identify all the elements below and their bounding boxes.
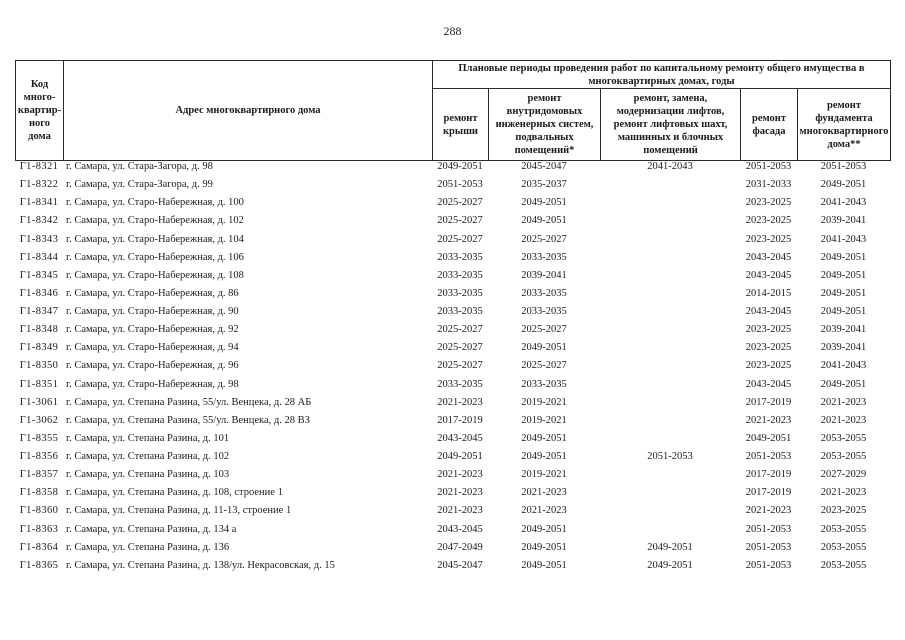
cell-foundation: 2049-2051	[820, 306, 867, 317]
cell-code: Г1-8343	[19, 233, 59, 245]
cell-facade: 2023-2025	[745, 342, 792, 354]
cell-lifts: 2049-2051	[647, 541, 693, 553]
cell-engineering: 2049-2051	[521, 342, 567, 354]
cell-lifts: 2049-2051	[647, 559, 693, 571]
cell-address: г. Самара, ул. Степана Разина, д. 102	[66, 451, 230, 462]
header-lift-repair	[600, 88, 741, 161]
table-row	[0, 394, 905, 412]
cell-address: г. Самара, ул. Старо-Набережная, д. 100	[66, 197, 244, 209]
header-line: внутридомовых	[506, 106, 583, 117]
table-row	[0, 502, 905, 520]
cell-code: Г1-8357	[19, 469, 59, 481]
cell-facade: 2043-2045	[745, 269, 792, 281]
cell-engineering: 2021-2023	[521, 487, 567, 499]
cell-facade: 2023-2025	[745, 233, 792, 245]
cell-foundation: 2039-2041	[820, 215, 867, 227]
cell-address: г. Самара, ул. Стара-Загора, д. 99	[66, 179, 213, 191]
cell-roof: 2045-2047	[437, 559, 483, 571]
cell-foundation: 2041-2043	[820, 360, 867, 372]
cell-code: Г1-8344	[19, 251, 59, 263]
header-line: многоквартирных домах, годы	[588, 75, 735, 87]
cell-facade: 2023-2025	[745, 324, 792, 336]
cell-foundation: 2053-2055	[820, 432, 867, 444]
table-row	[0, 158, 905, 176]
header-line: Плановые периоды проведения работ по капитальному ремонту общего имущества в	[458, 62, 865, 74]
cell-foundation: 2053-2055	[820, 523, 867, 535]
cell-roof: 2025-2027	[437, 324, 483, 336]
table-row	[0, 539, 905, 557]
header-line: ремонт лифтовых шахт,	[613, 119, 728, 130]
header-line: Код	[30, 79, 49, 90]
header-line: ремонт	[752, 112, 786, 124]
table-row	[0, 430, 905, 448]
cell-address: г. Самара, ул. Старо-Набережная, д. 94	[66, 342, 239, 354]
cell-engineering: 2049-2051	[521, 197, 567, 209]
cell-facade: 2023-2025	[745, 215, 792, 227]
page-number: 288	[443, 24, 462, 38]
header-line: дома	[28, 131, 51, 142]
cell-address: г. Самара, ул. Степана Разина, д. 101	[66, 432, 230, 444]
cell-facade: 2049-2051	[745, 432, 792, 444]
header-foundation-repair	[797, 88, 891, 161]
header-line: помещений*	[514, 145, 575, 156]
cell-facade: 2023-2025	[745, 197, 792, 209]
header-line: ного	[28, 118, 51, 129]
cell-foundation: 2049-2051	[820, 179, 867, 191]
cell-roof: 2047-2049	[437, 541, 483, 553]
header-line: подвальных	[515, 132, 574, 143]
cell-address: г. Самара, ул. Старо-Набережная, д. 106	[66, 251, 244, 263]
cell-foundation: 2051-2053	[820, 161, 867, 172]
cell-address: г. Самара, ул. Степана Разина, 55/ул. Венцека, д. 28 АБ	[66, 396, 312, 408]
cell-code: Г1-3061	[19, 396, 59, 408]
cell-facade: 2051-2053	[745, 523, 792, 535]
cell-code: Г1-8350	[19, 360, 59, 372]
cell-roof: 2049-2051	[437, 451, 483, 462]
header-line: Адрес многоквартирного дома	[175, 105, 321, 116]
cell-roof: 2043-2045	[437, 432, 483, 444]
cell-code: Г1-8346	[19, 287, 59, 299]
cell-facade: 2017-2019	[745, 469, 792, 481]
table-row	[0, 339, 905, 357]
cell-engineering: 2039-2041	[521, 269, 567, 281]
cell-facade: 2021-2023	[745, 414, 792, 426]
cell-address: г. Самара, ул. Старо-Набережная, д. 90	[66, 306, 239, 317]
header-line: модернизации лифтов,	[616, 106, 725, 117]
cell-lifts: 2051-2053	[647, 451, 693, 462]
table-row	[0, 321, 905, 339]
cell-engineering: 2021-2023	[521, 505, 567, 517]
header-roof-repair	[432, 88, 489, 161]
cell-address: г. Самара, ул. Степана Разина, д. 138/ул. Некрасовская, д. 15	[66, 559, 335, 571]
cell-roof: 2021-2023	[437, 469, 483, 481]
cell-roof: 2025-2027	[437, 360, 483, 372]
cell-roof: 2043-2045	[437, 523, 483, 535]
table-row	[0, 466, 905, 484]
cell-engineering: 2049-2051	[521, 559, 567, 571]
cell-roof: 2025-2027	[437, 342, 483, 354]
cell-foundation: 2053-2055	[820, 541, 867, 553]
cell-foundation: 2021-2023	[820, 414, 867, 426]
table-row	[0, 212, 905, 230]
cell-code: Г1-8347	[19, 306, 59, 317]
cell-engineering: 2049-2051	[521, 523, 567, 535]
cell-facade: 2043-2045	[745, 378, 792, 390]
cell-engineering: 2049-2051	[521, 451, 567, 462]
header-line: фундамента	[815, 112, 873, 124]
cell-address: г. Самара, ул. Степана Разина, д. 136	[66, 541, 230, 553]
cell-code: Г1-8351	[19, 378, 59, 390]
cell-foundation: 2027-2029	[820, 469, 867, 481]
cell-foundation: 2049-2051	[820, 378, 867, 390]
cell-foundation: 2049-2051	[820, 251, 867, 263]
header-line: ремонт	[827, 99, 861, 111]
cell-roof: 2033-2035	[437, 251, 483, 263]
cell-roof: 2021-2023	[437, 505, 483, 517]
cell-code: Г1-8355	[19, 432, 59, 444]
table-body	[0, 158, 905, 575]
header-line: много-	[23, 92, 56, 103]
cell-address: г. Самара, ул. Степана Разина, д. 134 а	[66, 523, 237, 535]
cell-code: Г1-8345	[19, 269, 59, 281]
cell-roof: 2021-2023	[437, 396, 483, 408]
cell-address: г. Самара, ул. Старо-Набережная, д. 108	[66, 269, 244, 281]
cell-foundation: 2049-2051	[820, 269, 867, 281]
cell-roof: 2025-2027	[437, 197, 483, 209]
header-code	[15, 60, 64, 161]
cell-engineering: 2033-2035	[521, 287, 567, 299]
cell-address: г. Самара, ул. Старо-Набережная, д. 102	[66, 215, 244, 227]
cell-engineering: 2033-2035	[521, 306, 567, 317]
table-row	[0, 231, 905, 249]
cell-foundation: 2049-2051	[820, 287, 867, 299]
cell-code: Г1-8322	[19, 179, 59, 191]
table-row	[0, 176, 905, 194]
header-line: инженерных систем,	[495, 119, 594, 130]
cell-code: Г1-8348	[19, 324, 59, 336]
cell-foundation: 2021-2023	[820, 396, 867, 408]
cell-roof: 2033-2035	[437, 306, 483, 317]
cell-foundation: 2021-2023	[820, 487, 867, 499]
cell-engineering: 2025-2027	[521, 324, 567, 336]
cell-facade: 2017-2019	[745, 487, 792, 499]
cell-code: Г1-3062	[19, 414, 59, 426]
header-planned-periods	[432, 60, 891, 89]
cell-facade: 2051-2053	[745, 559, 792, 571]
cell-address: г. Самара, ул. Степана Разина, 55/ул. Венцека, д. 28 ВЗ	[66, 414, 310, 426]
header-line: ремонт, замена,	[633, 93, 708, 104]
cell-address: г. Самара, ул. Старо-Набережная, д. 86	[66, 287, 239, 299]
header-line: многоквартирного	[799, 125, 889, 137]
header-line: фасада	[752, 125, 786, 137]
table-row	[0, 267, 905, 285]
cell-engineering: 2049-2051	[521, 541, 567, 553]
cell-facade: 2014-2015	[745, 287, 792, 299]
header-line: ремонт	[443, 112, 478, 124]
cell-code: Г1-8349	[19, 342, 59, 354]
cell-facade: 2051-2053	[745, 541, 792, 553]
cell-engineering: 2045-2047	[521, 161, 567, 172]
table-row	[0, 357, 905, 375]
cell-foundation: 2053-2055	[820, 451, 867, 462]
table-row	[0, 484, 905, 502]
header-line: квартир-	[17, 105, 62, 116]
cell-code: Г1-8364	[19, 541, 59, 553]
cell-foundation: 2023-2025	[820, 505, 867, 517]
cell-engineering: 2033-2035	[521, 251, 567, 263]
table-row	[0, 249, 905, 267]
cell-code: Г1-8342	[19, 215, 59, 227]
cell-code: Г1-8321	[19, 161, 59, 172]
cell-roof: 2033-2035	[437, 287, 483, 299]
header-line: крыши	[442, 125, 478, 137]
cell-address: г. Самара, ул. Стара-Загора, д. 98	[66, 161, 213, 172]
cell-engineering: 2019-2021	[521, 396, 567, 408]
cell-foundation: 2041-2043	[820, 197, 867, 209]
header-line: помещений	[643, 145, 698, 156]
cell-roof: 2033-2035	[437, 378, 483, 390]
cell-roof: 2051-2053	[437, 179, 483, 191]
header-line: ремонт	[527, 93, 562, 104]
cell-roof: 2021-2023	[437, 487, 483, 499]
cell-engineering: 2049-2051	[521, 432, 567, 444]
table-row	[0, 448, 905, 466]
cell-code: Г1-8363	[19, 523, 59, 535]
cell-engineering: 2049-2051	[521, 215, 567, 227]
cell-roof: 2017-2019	[437, 414, 483, 426]
cell-code: Г1-8358	[19, 487, 59, 499]
cell-address: г. Самара, ул. Старо-Набережная, д. 92	[66, 324, 239, 336]
table-row	[0, 194, 905, 212]
table-row	[0, 412, 905, 430]
cell-engineering: 2019-2021	[521, 414, 567, 426]
table-row	[0, 557, 905, 575]
cell-engineering: 2033-2035	[521, 378, 567, 390]
cell-address: г. Самара, ул. Старо-Набережная, д. 104	[66, 233, 244, 245]
table-row	[0, 303, 905, 321]
cell-code: Г1-8356	[19, 451, 59, 462]
cell-address: г. Самара, ул. Степана Разина, д. 108, строение 1	[66, 487, 283, 499]
table-row	[0, 521, 905, 539]
header-address	[63, 60, 433, 161]
cell-code: Г1-8360	[19, 505, 59, 517]
cell-facade: 2031-2033	[745, 179, 792, 191]
cell-address: г. Самара, ул. Степана Разина, д. 103	[66, 469, 230, 481]
table-row	[0, 376, 905, 394]
cell-roof: 2025-2027	[437, 215, 483, 227]
cell-engineering: 2019-2021	[521, 469, 567, 481]
cell-address: г. Самара, ул. Старо-Набережная, д. 98	[66, 378, 239, 390]
cell-facade: 2021-2023	[745, 505, 792, 517]
cell-facade: 2023-2025	[745, 360, 792, 372]
cell-code: Г1-8365	[19, 559, 59, 571]
cell-roof: 2025-2027	[437, 233, 483, 245]
cell-roof: 2049-2051	[437, 161, 483, 172]
cell-foundation: 2041-2043	[820, 233, 867, 245]
cell-facade: 2043-2045	[745, 306, 792, 317]
cell-engineering: 2025-2027	[521, 360, 567, 372]
cell-address: г. Самара, ул. Степана Разина, д. 11-13, строение 1	[66, 505, 292, 517]
header-facade-repair	[740, 88, 798, 161]
cell-facade: 2051-2053	[745, 451, 792, 462]
cell-foundation: 2039-2041	[820, 324, 867, 336]
cell-engineering: 2025-2027	[521, 233, 567, 245]
cell-facade: 2017-2019	[745, 396, 792, 408]
cell-lifts: 2041-2043	[647, 161, 693, 172]
cell-foundation: 2039-2041	[820, 342, 867, 354]
header-line: машинных и блочных	[617, 132, 724, 143]
cell-address: г. Самара, ул. Старо-Набережная, д. 96	[66, 360, 239, 372]
header-engineering-repair	[488, 88, 601, 161]
cell-engineering: 2035-2037	[521, 179, 567, 191]
header-line: дома**	[827, 138, 861, 150]
table-row	[0, 285, 905, 303]
cell-facade: 2043-2045	[745, 251, 792, 263]
cell-code: Г1-8341	[19, 197, 59, 209]
cell-facade: 2051-2053	[745, 161, 792, 172]
cell-roof: 2033-2035	[437, 269, 483, 281]
cell-foundation: 2053-2055	[820, 559, 867, 571]
